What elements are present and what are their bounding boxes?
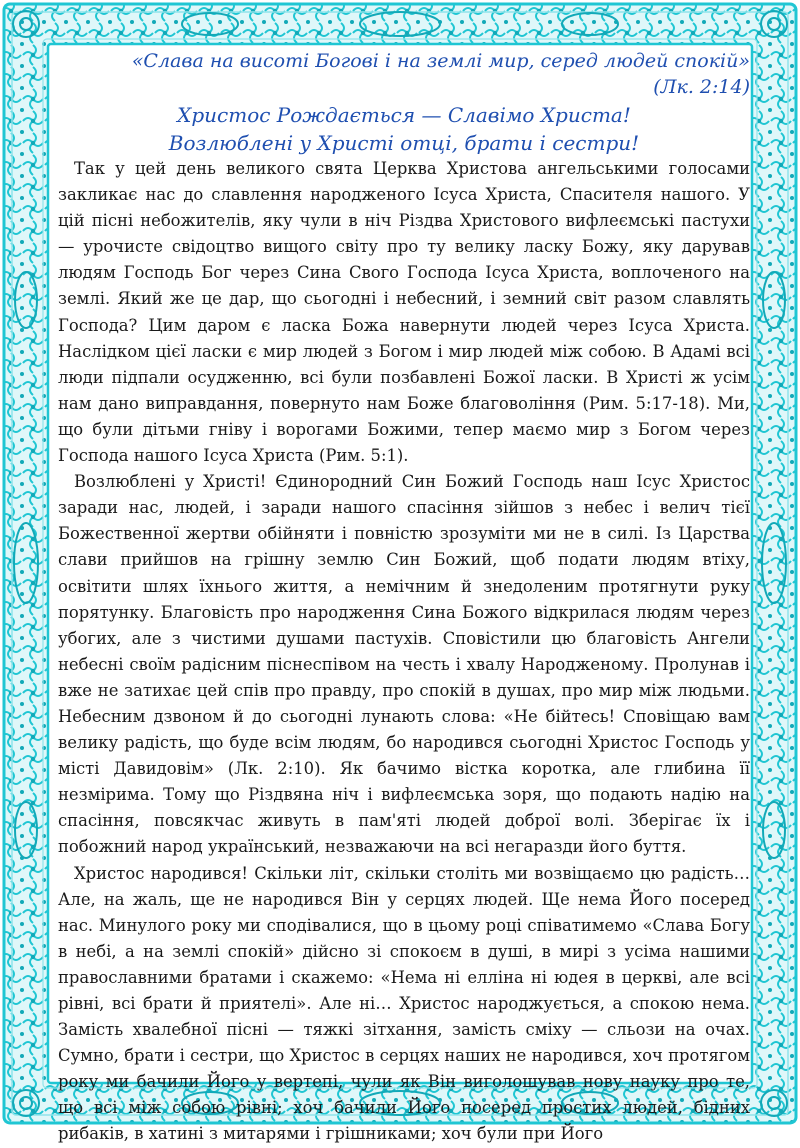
epigraph-reference: (Лк. 2:14): [653, 76, 750, 98]
epigraph-quote: «Слава на висоті Богові і на землі мир, серед людей спокій»: [131, 50, 750, 72]
paragraph-3: Христос народився! Скільки літ, скільки століть ми возвіщаємо цю радість… Але, на жаль, ще не народився Він у серцях людей. Ще нема Його посеред нас. Минулого року ми сподівалися, що в цьому році співатимемо «Слава Богу в небі, а на землі спокій» дійсно зі спокоєм в душі, в мирі з усіма нашими православними братами і скажемо: «Нема ні елліна ні юдея в церкві, але всі рівні, всі брати й приятелі». Але ні… Христос народжується, а спокою нема. Замість хвалебної пісні — тяжкі зітхання, замість сміху — сльози на очах. Сумно, брати і сестри, що Христос в серцях наших не народився, хоч протягом року ми бачили Його у вертепі, чули як Він виголошував нову науку про те, що всі між собою рівні; хоч бачили Його посеред простих людей, бідних рибаків, в хатині з митарями і грішниками; хоч були при Його: [58, 863, 750, 1144]
greeting-line-2: Возлюблені у Христі отці, брати і сестри!: [168, 131, 640, 155]
greeting-line-1: Христос Рождається — Славімо Христа!: [177, 103, 631, 127]
paragraph-1: Так у цей день великого свята Церква Христова ангельськими голосами закликає нас до славлення народженого Ісуса Христа, Спасителя нашого. У цій пісні небожителів, яку чули в ніч Різдва Христового вифлеємські пастухи — урочисте свідоцтво вищого світу про ту велику ласку Божу, яку дарував людям Господь Бог через Сина Свого Господа Ісуса Христа, воплоченого на землі. Який же це дар, що сьогодні і небесний, і земний світ разом славлять Господа? Цим даром є ласка Божа навернути людей через Ісуса Христа. Наслідком цієї ласки є мир людей з Богом і мир людей між собою. В Адамі всі люди підпали осудженню, всі були позбавлені Божої ласки. В Христі ж усім нам дано виправдання, повернуто нам Боже благовоління (Рим. 5:17-18). Ми, що були дітьми гніву і ворогами Божими, тепер маємо мир з Богом через Господа нашого Ісуса Христа (Рим. 5:1).: [58, 159, 750, 466]
letter-content: [58, 48, 750, 1148]
paragraph-2: Возлюблені у Христі! Єдинородний Син Божий Господь наш Ісус Христос заради нас, людей, і заради нашого спасіння зійшов з небес і велич тієї Божественної жертви обійняти і повністю зрозуміти ми не в силі. Із Царства слави прийшов на грішну землю Син Божий, щоб подати людям втіху, освітити шлях їхнього життя, а немічним й знедоленим протягнути руку порятунку. Благовість про народження Сина Божого відкрилася людям через убогих, але з чистими душами пастухів. Сповістили цю благовість Ангели небесні своїм радісним піснеспівом на честь і хвалу Народженому. Пролунав і вже не затихає цей спів про правду, про спокій в душах, про мир між людьми. Небесним дзвоном й до сьогодні лунають слова: «Не бійтесь! Сповіщаю вам велику радість, що буде всім людям, бо народився сьогодні Христос Господь у місті Давидовім» (Лк. 2:10). Як бачимо вістка коротка, але глибина її незмірима. Тому що Різдвяна ніч і вифлеємська зоря, що подають надію на спасіння, повсякчас живуть в пам'яті людей доброї волі. Зберігає їх і побожний народ український, незважаючи на всі негаразди його буття.: [58, 472, 750, 857]
